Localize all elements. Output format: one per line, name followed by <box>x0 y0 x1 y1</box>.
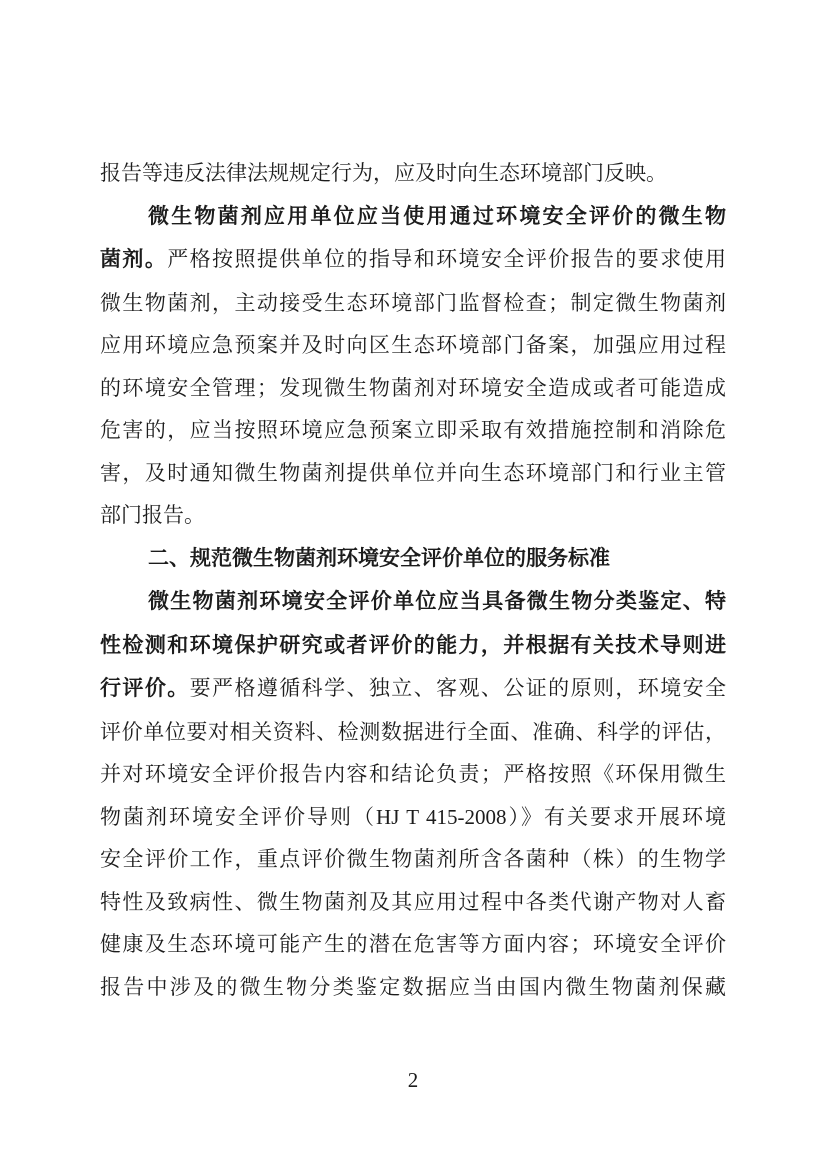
body-text: 健康及生态环境可能产生的潜在危害等方面内容；环境安全评价 <box>100 932 726 956</box>
body-text: 危害的，应当按照环境应急预案立即采取有效措施控制和消除危 <box>100 418 726 442</box>
text-line <box>100 796 726 839</box>
body-text: 部门报告。 <box>100 503 205 527</box>
body-text: 的环境安全管理；发现微生物菌剂对环境安全造成或者可能造成 <box>100 375 726 400</box>
text-line <box>100 624 726 668</box>
text-line <box>100 711 726 754</box>
body-text: 应用环境应急预案并及时向区生态环境部门备案，加强应用过程 <box>100 333 726 357</box>
page-number: 2 <box>407 1068 419 1092</box>
body-text: 严格按照提供单位的指导和环境安全评价报告的要求使用 <box>167 247 727 271</box>
text-line <box>100 838 726 881</box>
body-text: 报告等违反法律法规规定行为，应及时向生态环境部门反映。 <box>100 161 667 185</box>
text-line <box>100 966 726 1009</box>
emphasis-text: 二、规范微生物菌剂环境安全评价单位的服务标准 <box>148 546 610 570</box>
text-line <box>100 580 726 624</box>
text-line <box>100 494 726 537</box>
emphasis-text: 性检测和环境保护研究或者评价的能力，并根据有关技术导则进 <box>100 633 726 657</box>
text-line <box>100 367 726 410</box>
body-text: 特性及致病性、微生物菌剂及其应用过程中各类代谢产物对人畜 <box>100 889 726 914</box>
text-line <box>100 753 726 796</box>
text-line <box>100 195 726 239</box>
document-body <box>100 152 726 1008</box>
text-line <box>100 537 726 581</box>
body-text: 物菌剂环境安全评价导则（HJ T 415-2008）》有关要求开展环境 <box>100 804 726 829</box>
text-line <box>100 667 726 711</box>
emphasis-text: 菌剂。 <box>100 248 168 271</box>
text-line <box>100 452 726 495</box>
body-text: 害，及时通知微生物菌剂提供单位并向生态环境部门和行业主管 <box>100 460 726 485</box>
text-line <box>100 409 726 452</box>
text-line <box>100 923 726 966</box>
body-text: 安全评价工作，重点评价微生物菌剂所含各菌种（株）的生物学 <box>100 847 726 871</box>
body-text: 评价单位要对相关资料、检测数据进行全面、准确、科学的评估， <box>100 719 726 744</box>
page-footer <box>100 1068 726 1092</box>
text-line <box>100 238 726 282</box>
emphasis-text: 行评价。 <box>100 677 190 700</box>
text-line <box>100 282 726 325</box>
body-text: 报告中涉及的微生物分类鉴定数据应当由国内微生物菌剂保藏 <box>100 974 726 999</box>
emphasis-text: 微生物菌剂环境安全评价单位应当具备微生物分类鉴定、特 <box>148 590 726 613</box>
body-text: 要严格遵循科学、独立、客观、公证的原则，环境安全 <box>189 676 727 700</box>
text-line <box>100 881 726 924</box>
body-text: 并对环境安全评价报告内容和结论负责；严格按照《环保用微生 <box>100 762 726 786</box>
body-text: 微生物菌剂，主动接受生态环境部门监督检查；制定微生物菌剂 <box>100 290 726 315</box>
emphasis-text: 微生物菌剂应用单位应当使用通过环境安全评价的微生物 <box>148 204 726 228</box>
text-line <box>100 324 726 367</box>
text-line <box>100 152 726 195</box>
